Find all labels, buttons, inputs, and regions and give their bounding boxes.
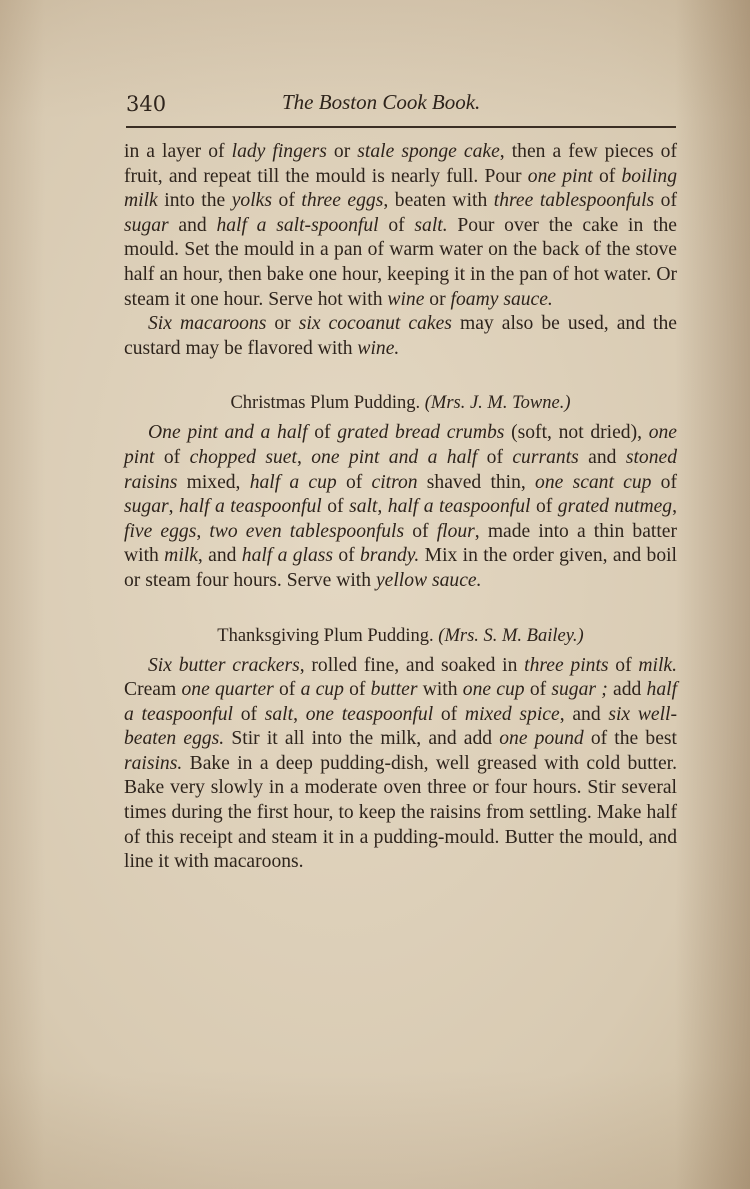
text-run: or: [266, 313, 299, 335]
italic-run: mixed spice: [464, 703, 560, 725]
text-run: Mix in the order given, and boil or steam four hours. Serve with: [124, 545, 677, 591]
running-title: The Boston Cook Book.: [282, 90, 481, 114]
italic-run: One pint and a half: [148, 422, 308, 444]
header-rule: [126, 126, 676, 128]
page-number: 340: [126, 92, 167, 116]
italic-run: half a teaspoonful: [387, 496, 531, 518]
text-run: ,: [377, 496, 388, 518]
text-run: [379, 447, 388, 468]
italic-run: yellow sauce.: [375, 569, 482, 591]
italic-run: half a teaspoonful: [179, 496, 322, 518]
continued-paragraph: [124, 140, 677, 312]
text-run: of: [307, 422, 338, 444]
text-run: , then a few pieces of fruit, and repeat till the mould is nearly full. Pour: [124, 141, 678, 187]
text-run: of: [333, 545, 360, 567]
text-run: , beaten with: [383, 190, 494, 212]
text-run: , rolled fine, and soaked in: [299, 654, 525, 676]
page-header: [126, 88, 676, 122]
recipe-title: Christmas Plum Pudding.: [230, 393, 421, 414]
italic-run: three pints: [524, 654, 609, 676]
text-run: shaved thin,: [417, 471, 536, 493]
italic-run: one pint: [311, 446, 380, 468]
text-run: and: [578, 446, 626, 468]
italic-run: sugar: [124, 496, 169, 518]
text-run: of: [321, 496, 350, 518]
text-run: or: [326, 141, 358, 162]
italic-run: wine.: [357, 337, 400, 359]
italic-run: stoned raisins: [124, 446, 678, 493]
italic-run: flour: [436, 520, 475, 542]
text-run: of: [336, 471, 372, 493]
italic-run: grated bread crumbs: [337, 422, 505, 444]
page-body: [124, 140, 677, 875]
italic-run: two even tablespoonfuls: [209, 520, 405, 542]
text-run: of the best: [583, 728, 677, 750]
italic-run: six well-beaten eggs.: [124, 703, 678, 750]
italic-run: one scant cup: [535, 471, 652, 493]
text-run: , and: [559, 703, 609, 725]
recipe-author: (Mrs. S. M. Bailey.): [438, 625, 584, 646]
text-run: add: [607, 679, 647, 701]
recipe-body-thanksgiving: [124, 654, 677, 875]
recipe-author: (Mrs. J. M. Towne.): [424, 393, 571, 414]
italic-run: stale sponge cake: [357, 141, 500, 162]
text-run: Stir it all into the milk, and add: [224, 728, 500, 750]
text-run: ,: [196, 520, 210, 542]
italic-run: lady fingers: [231, 141, 327, 162]
italic-run: Six butter crackers: [148, 654, 300, 676]
text-run: of: [654, 190, 678, 212]
italic-run: half a glass: [241, 545, 333, 567]
text-run: and: [168, 214, 217, 236]
italic-run: foamy sauce.: [450, 288, 553, 310]
italic-run: five eggs: [124, 520, 197, 542]
text-run: of: [477, 446, 513, 468]
text-run: of: [433, 703, 465, 725]
italic-run: milk.: [638, 654, 677, 676]
italic-run: chopped suet: [189, 446, 297, 468]
text-run: of: [232, 703, 265, 725]
recipe-body-christmas: [124, 421, 677, 593]
italic-run: sugar: [124, 214, 169, 236]
text-run: , and: [197, 545, 242, 567]
text-run: mixed,: [177, 471, 250, 493]
recipe-heading-thanksgiving: [124, 624, 677, 648]
text-run: ,: [672, 496, 678, 518]
italic-run: brandy.: [359, 545, 420, 567]
text-run: of: [273, 679, 301, 701]
text-run: of: [530, 496, 558, 518]
text-run: of: [343, 679, 371, 701]
text-run: of: [378, 214, 415, 236]
text-run: of: [524, 679, 552, 701]
text-run: into the: [157, 190, 232, 212]
text-run: , made into a thin batter with: [124, 520, 678, 567]
text-run: Pour over the cake in the mould. Set the mould in a pan of warm water on the back of the stove half an hour, then bake one hour, keeping it in the pan of hot water. Or steam it one hour. Serve hot with: [124, 214, 677, 310]
italic-run: and a half: [388, 446, 478, 468]
text-run: in a layer of: [124, 141, 232, 162]
italic-run: one pint: [124, 422, 677, 468]
italic-run: salt: [349, 496, 378, 518]
italic-run: grated nutmeg: [557, 496, 673, 518]
text-run: of: [404, 520, 437, 542]
variation-paragraph: [124, 312, 677, 361]
recipe-heading-christmas: [124, 391, 677, 415]
text-run: Bake in a deep pudding-dish, well greased with cold butter. Bake very slowly in a moderate oven three or four hours. Stir several times during the first hour, to keep the raisins from settling. Make half of this receipt and steam it in a pudding-mould. Butter the mould, and line it with macaroons.: [124, 752, 677, 873]
italic-run: sugar ;: [551, 679, 608, 701]
italic-run: Six macaroons: [148, 313, 267, 335]
text-run: ,: [296, 446, 312, 468]
italic-run: half a cup: [249, 471, 337, 493]
text-run: ,: [168, 496, 180, 518]
italic-run: butter: [370, 679, 418, 701]
italic-run: wine: [387, 288, 425, 310]
italic-run: a cup: [300, 679, 344, 701]
italic-run: half a salt-spoonful: [216, 214, 379, 236]
italic-run: currants: [512, 446, 579, 468]
text-run: (soft, not dried),: [504, 422, 649, 444]
italic-run: one quarter: [181, 679, 274, 701]
italic-run: raisins.: [124, 752, 183, 774]
text-run: of: [651, 471, 677, 493]
text-run: of: [608, 654, 639, 676]
italic-run: half a teaspoonful: [124, 679, 678, 725]
italic-run: one pound: [499, 728, 584, 750]
text-run: ,: [293, 703, 306, 725]
text-run: of: [272, 190, 302, 212]
text-run: or: [424, 288, 451, 310]
italic-run: one cup: [462, 679, 525, 701]
text-run: may also be used, and the custard may be flavored with: [124, 313, 677, 359]
italic-run: one teaspoonful: [305, 703, 434, 725]
italic-run: boiling milk: [124, 165, 678, 212]
recipe-title: Thanksgiving Plum Pudding.: [217, 625, 434, 646]
italic-run: six cocoanut cakes: [298, 313, 452, 335]
italic-run: salt.: [414, 214, 448, 236]
italic-run: milk: [164, 545, 198, 567]
italic-run: three eggs: [301, 190, 384, 212]
text-run: Cream: [124, 679, 182, 701]
italic-run: yolks: [231, 190, 272, 212]
text-run: of: [592, 165, 622, 187]
text-run: with: [417, 679, 463, 701]
italic-run: one pint: [527, 165, 593, 187]
italic-run: three tablespoonfuls: [493, 190, 655, 212]
italic-run: salt: [264, 703, 294, 725]
italic-run: citron: [371, 471, 418, 493]
text-run: of: [154, 446, 190, 468]
